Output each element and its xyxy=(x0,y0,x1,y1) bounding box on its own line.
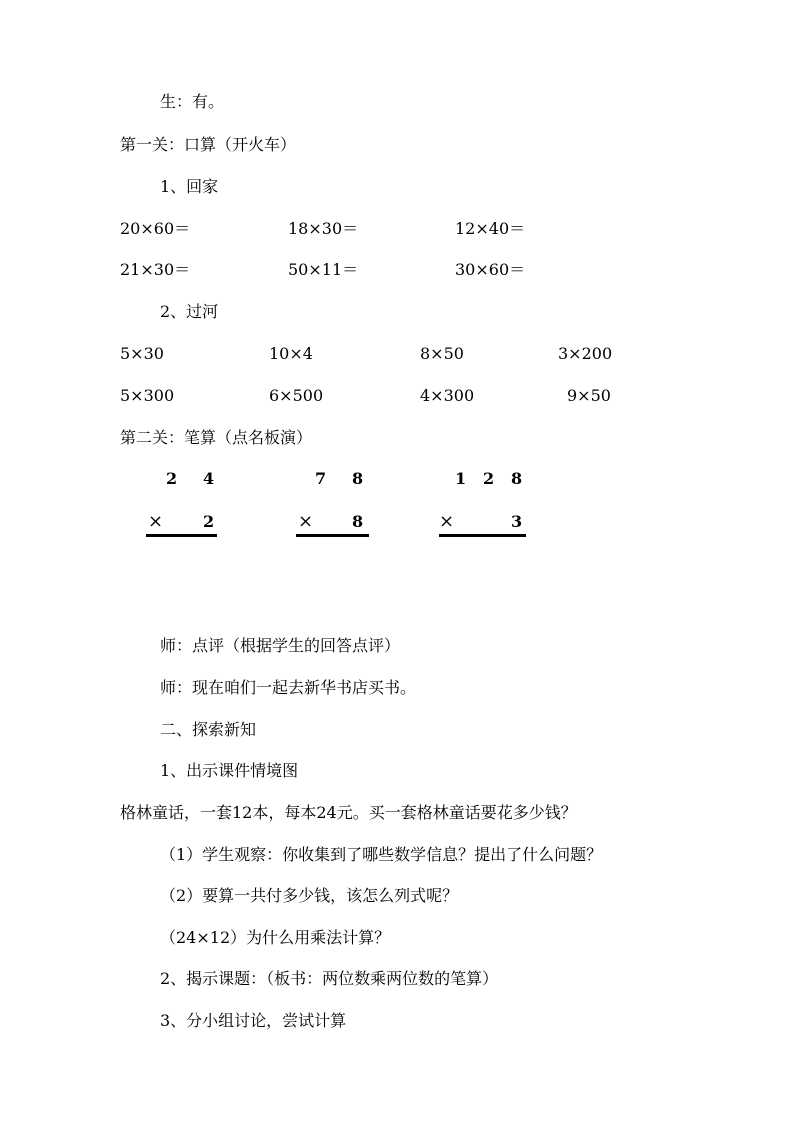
level-one-heading: 第一关：口算（开火车） xyxy=(120,135,297,154)
oral-item: 18×30＝ xyxy=(288,219,359,238)
oral-item: 21×30＝ xyxy=(120,260,191,279)
multiplicand-digit: 1 xyxy=(455,469,467,488)
times-sign: × xyxy=(439,511,455,532)
oral-item: 12×40＝ xyxy=(455,219,526,238)
multiplier-digit: 8 xyxy=(352,512,364,531)
section-two-heading: 二、探索新知 xyxy=(160,720,257,739)
teacher-comment: 师：点评（根据学生的回答点评） xyxy=(160,636,401,655)
multiplicand-digit: 7 xyxy=(315,469,327,488)
why-multiply: （24×12）为什么用乘法计算？ xyxy=(160,928,391,947)
oral-item: 20×60＝ xyxy=(120,219,191,238)
oral-item: 5×30 xyxy=(120,344,164,363)
student-answer: 生：有。 xyxy=(160,92,225,111)
problem-statement: 格林童话，一套12本，每本24元。买一套格林童话要花多少钱？ xyxy=(120,803,577,822)
multiplicand-digit: 8 xyxy=(352,469,364,488)
calc-underline xyxy=(146,534,217,537)
river-subheading: 2、过河 xyxy=(160,302,219,321)
multiplier-digit: 2 xyxy=(203,512,215,531)
multiplicand-digit: 2 xyxy=(166,469,178,488)
level-two-heading: 第二关：笔算（点名板演） xyxy=(120,428,313,447)
oral-item: 4×300 xyxy=(420,386,475,405)
multiplicand-digit: 4 xyxy=(203,469,215,488)
multiplier-digit: 3 xyxy=(511,512,523,531)
teacher-bookstore: 师：现在咱们一起去新华书店买书。 xyxy=(160,678,417,697)
oral-item: 9×50 xyxy=(567,386,611,405)
oral-item: 5×300 xyxy=(120,386,175,405)
step-two: 2、揭示课题：（板书：两位数乘两位数的笔算） xyxy=(160,969,499,988)
times-sign: × xyxy=(148,511,164,532)
step-one: 1、出示课件情境图 xyxy=(160,761,299,780)
observe-question: （1）学生观察：你收集到了哪些数学信息？提出了什么问题？ xyxy=(160,845,603,864)
oral-item: 10×4 xyxy=(269,344,313,363)
calc-underline xyxy=(296,534,369,537)
oral-item: 50×11＝ xyxy=(288,260,359,279)
oral-item: 3×200 xyxy=(558,344,613,363)
times-sign: × xyxy=(298,511,314,532)
calc-underline xyxy=(439,534,526,537)
equation-question: （2）要算一共付多少钱，该怎么列式呢？ xyxy=(160,886,459,905)
multiplicand-digit: 2 xyxy=(483,469,495,488)
home-subheading: 1、回家 xyxy=(160,177,219,196)
oral-item: 6×500 xyxy=(269,386,324,405)
oral-item: 8×50 xyxy=(420,344,464,363)
step-three: 3、分小组讨论，尝试计算 xyxy=(160,1011,347,1030)
oral-item: 30×60＝ xyxy=(455,260,526,279)
multiplicand-digit: 8 xyxy=(511,469,523,488)
